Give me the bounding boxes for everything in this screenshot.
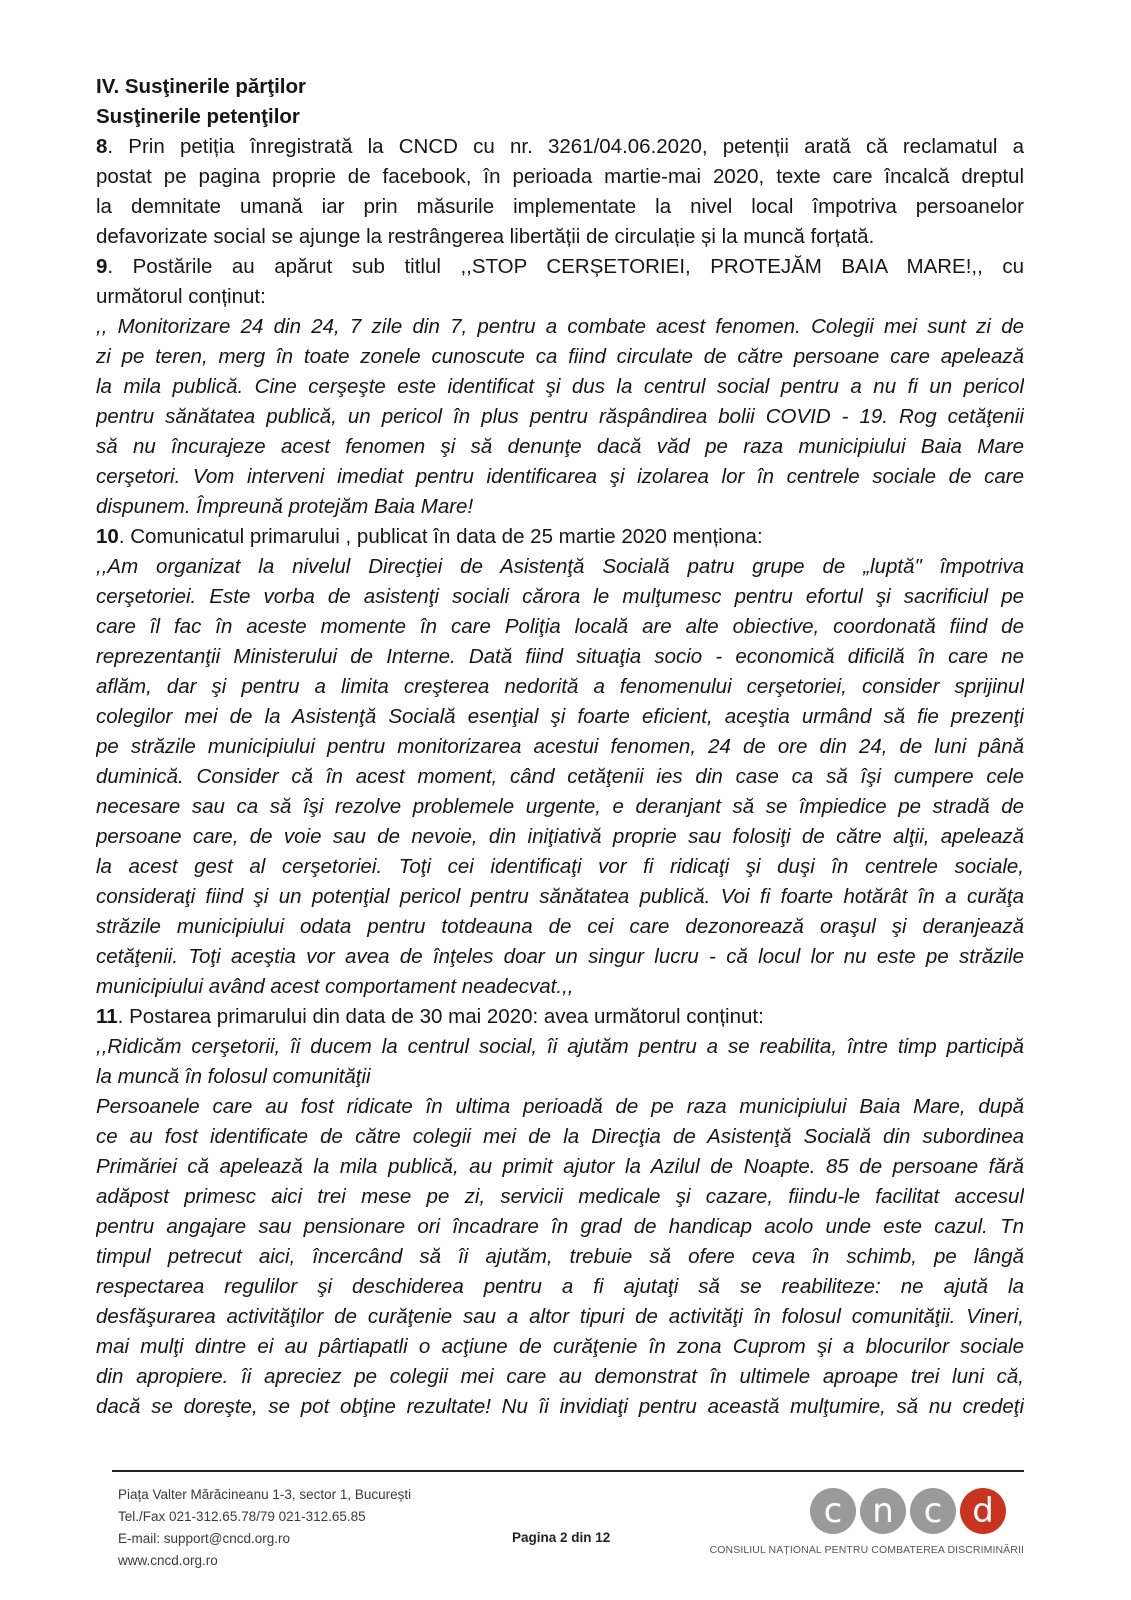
text-line xyxy=(96,1062,1024,1092)
page-number: Pagina 2 din 12 xyxy=(512,1530,611,1545)
line-text: aflăm, dar şi pentru a limita creşterea nedorită a fenomenului cerşetoriei, consider sprijinul xyxy=(96,675,1024,698)
line-text: municipiului având acest comportament neadecvat.,, xyxy=(96,975,574,998)
line-text: Primăriei că apelează la mila publică, au primit ajutor la Azilul de Noapte. 85 de persoane fără xyxy=(96,1155,1024,1178)
line-text: din apropiere. îi apreciez pe colegii mei care au demonstrat în ultimele aproape trei luni că, xyxy=(96,1365,1024,1388)
line-text: la muncă în folosul comunităţii xyxy=(96,1065,371,1088)
line-text: desfăşurarea activităţilor de curăţenie sau a altor tipuri de activităţi în folosul comunităţii. Vineri, xyxy=(96,1305,1024,1328)
line-text: mai mulţi dintre ei au pârtiapatli o acţiune de curăţenie în zona Cuprom şi a blocurilor sociale xyxy=(96,1335,1024,1358)
line-text: timpul petrecut aici, încercând să îi ajutăm, trebuie să ofere ceva în schimb, pe lângă xyxy=(96,1245,1024,1268)
text-line xyxy=(96,1032,1024,1062)
line-text: . Postarea primarului din data de 30 mai 2020: avea următorul conținut: xyxy=(117,1005,764,1028)
text-line xyxy=(96,1122,1024,1152)
text-line xyxy=(96,792,1024,822)
text-line xyxy=(96,1092,1024,1122)
text-line xyxy=(96,1272,1024,1302)
line-text: necesare sau ca să îşi rezolve problemele urgente, e deranjant să se împiedice pe stradă de xyxy=(96,795,1024,818)
line-text: duminică. Consider că în acest moment, când cetăţenii ies din case ca să îşi cumpere cele xyxy=(96,765,1024,788)
text-line xyxy=(96,162,1024,192)
line-text: . Postările au apărut sub titlul ,,STOP CERȘETORIEI, PROTEJĂM BAIA MARE!,, cu xyxy=(107,255,1024,278)
cncd-logo xyxy=(678,1480,1024,1570)
footer-phone: Tel./Fax 021-312.65.78/79 021-312.65.85 xyxy=(118,1509,366,1524)
text-line xyxy=(96,492,1024,522)
text-line xyxy=(96,702,1024,732)
section-heading: IV. Susţinerile părţilor xyxy=(96,75,307,98)
text-line xyxy=(96,402,1024,432)
text-line xyxy=(96,522,1024,552)
text-line xyxy=(96,942,1024,972)
text-line xyxy=(96,432,1024,462)
text-line xyxy=(96,462,1024,492)
text-line xyxy=(96,912,1024,942)
text-line xyxy=(96,1242,1024,1272)
text-line xyxy=(96,582,1024,612)
text-line xyxy=(96,132,1024,162)
text-line xyxy=(96,612,1024,642)
text-line xyxy=(96,222,1024,252)
paragraph-number: 9 xyxy=(96,255,108,278)
line-text: persoane care, de voie sau de nevoie, din iniţiativă proprie sau folosiţi de către alţii, apelează xyxy=(96,825,1024,848)
text-line xyxy=(96,822,1024,852)
page-footer xyxy=(112,1470,1024,1590)
paragraph-number: 8 xyxy=(96,135,108,158)
line-text: cetăţenii. Toţi aceştia vor avea de înţeles doar un singur lucru - că locul lor nu este pe străzile xyxy=(96,945,1024,968)
line-text: pe străzile municipiului pentru monitorizarea acestui fenomen, 24 de ore din 24, de luni până xyxy=(96,735,1024,758)
footer-contact xyxy=(118,1484,411,1572)
line-text: ,,Ridicăm cerşetorii, îi ducem la centrul social, îi ajutăm pentru a se reabilita, între timp participă xyxy=(96,1035,1024,1058)
line-text: care îl fac în aceste momente în care Poliţia locală are alte obiective, coordonată fiind de xyxy=(96,615,1024,638)
body-text xyxy=(96,132,1024,1422)
line-text: consideraţi fiind şi un potenţial pericol pentru sănătatea publică. Voi fi foarte hotărât în a curăţa xyxy=(96,885,1024,908)
text-line xyxy=(96,1302,1024,1332)
line-text: defavorizate social se ajunge la restrângerea libertății de circulație și la muncă forțată. xyxy=(96,225,875,248)
line-text: la acest gest al cerşetoriei. Toţi cei identificaţi vor fi ridicaţi şi duşi în centrele sociale, xyxy=(96,855,1024,878)
line-text: străzile municipiului odata pentru totdeauna de cei care dezonorează oraşul şi deranjează xyxy=(96,915,1024,938)
line-text: la mila publică. Cine cerşeşte este identificat şi dus la centrul social pentru a nu fi un pericol xyxy=(96,375,1024,398)
text-line xyxy=(96,552,1024,582)
line-text: la demnitate umană iar prin măsurile implementate la nivel local împotriva persoanelor xyxy=(96,195,1024,218)
line-text: ce au fost identificate de către colegii mei de la Direcţia de Asistenţă Socială din subordinea xyxy=(96,1125,1024,1148)
text-line xyxy=(96,1392,1024,1422)
text-line xyxy=(96,192,1024,222)
document-body xyxy=(96,72,1024,1422)
text-line xyxy=(96,1332,1024,1362)
text-line xyxy=(96,252,1024,282)
text-line xyxy=(96,372,1024,402)
line-text: pentru angajare sau pensionare ori încadrare în grad de handicap acolo unde este cazul. Tn xyxy=(96,1215,1024,1238)
subsection-heading: Susţinerile petenţilor xyxy=(96,105,300,128)
line-text: dispunem. Împreună protejăm Baia Mare! xyxy=(96,495,474,518)
text-line xyxy=(96,762,1024,792)
line-text: cerşetoriei. Este vorba de asistenţi sociali cărora le mulţumesc pentru efortul şi sacrificiul pe xyxy=(96,585,1024,608)
paragraph-number: 11 xyxy=(96,1005,118,1028)
text-line xyxy=(96,1362,1024,1392)
logo-caption: CONSILIUL NAȚIONAL PENTRU COMBATEREA DISCRIMINĂRII xyxy=(709,1544,1024,1556)
line-text: cerşetori. Vom interveni imediat pentru identificarea şi izolarea lor în centrele sociale de care xyxy=(96,465,1024,488)
text-line xyxy=(96,1212,1024,1242)
line-text: dacă se doreşte, se pot obţine rezultate! Nu îi invidiaţi pentru această mulţumire, să nu credeţi xyxy=(96,1395,1024,1418)
text-line xyxy=(96,342,1024,372)
line-text: ,, Monitorizare 24 din 24, 7 zile din 7, pentru a combate acest fenomen. Colegii mei sunt zi de xyxy=(96,315,1024,338)
logo-letter: c xyxy=(910,1488,956,1534)
text-line xyxy=(96,972,1024,1002)
line-text: să nu încurajeze acest fenomen şi să denunţe dacă văd pe raza municipiului Baia Mare xyxy=(96,435,1024,458)
line-text: pentru sănătatea publică, un pericol în plus pentru răspândirea bolii COVID - 19. Rog cetăţenii xyxy=(96,405,1024,428)
text-line xyxy=(96,732,1024,762)
line-text: postat pe pagina proprie de facebook, în perioada martie-mai 2020, texte care încalcă dreptul xyxy=(96,165,1024,188)
line-text: colegilor mei de la Asistenţă Socială esenţial şi foarte eficient, aceştia urmând să fie prezenţi xyxy=(96,705,1024,728)
text-line xyxy=(96,1182,1024,1212)
text-line xyxy=(96,852,1024,882)
line-text: Persoanele care au fost ridicate în ultima perioadă de pe raza municipiului Baia Mare, după xyxy=(96,1095,1024,1118)
footer-website: www.cncd.org.ro xyxy=(118,1553,218,1568)
line-text: adăpost primesc aici trei mese pe zi, servicii medicale şi cazare, fiindu-le facilitat accesul xyxy=(96,1185,1024,1208)
line-text: zi pe teren, merg în toate zonele cunoscute ca fiind circulate de către persoane care apelează xyxy=(96,345,1024,368)
logo-mark xyxy=(810,1488,1006,1534)
footer-divider xyxy=(112,1470,1024,1472)
paragraph-number: 10 xyxy=(96,525,119,548)
footer-email: E-mail: support@cncd.org.ro xyxy=(118,1531,291,1546)
line-text: . Comunicatul primarului , publicat în data de 25 martie 2020 menționa: xyxy=(118,525,763,548)
text-line xyxy=(96,882,1024,912)
line-text: ,,Am organizat la nivelul Direcţiei de Asistenţă Socială patru grupe de „luptă" împotriva xyxy=(96,555,1024,578)
text-line xyxy=(96,672,1024,702)
line-text: respectarea regulilor şi deschiderea pentru a fi ajutaţi să se reabiliteze: ne ajută la xyxy=(96,1275,1024,1298)
text-line xyxy=(96,642,1024,672)
line-text: . Prin petiția înregistrată la CNCD cu nr. 3261/04.06.2020, petenții arată că reclamatul a xyxy=(107,135,1024,158)
line-text: următorul conținut: xyxy=(96,285,266,308)
text-line xyxy=(96,312,1024,342)
text-line xyxy=(96,1152,1024,1182)
footer-address: Piața Valter Mărăcineanu 1-3, sector 1, București xyxy=(118,1487,412,1502)
logo-letter: d xyxy=(960,1488,1006,1534)
logo-letter: c xyxy=(810,1488,856,1534)
logo-letter: n xyxy=(860,1488,906,1534)
line-text: reprezentanţii Ministerului de Interne. Dată fiind situaţia socio - economică dificilă în care ne xyxy=(96,645,1024,668)
text-line xyxy=(96,282,1024,312)
text-line xyxy=(96,1002,1024,1032)
